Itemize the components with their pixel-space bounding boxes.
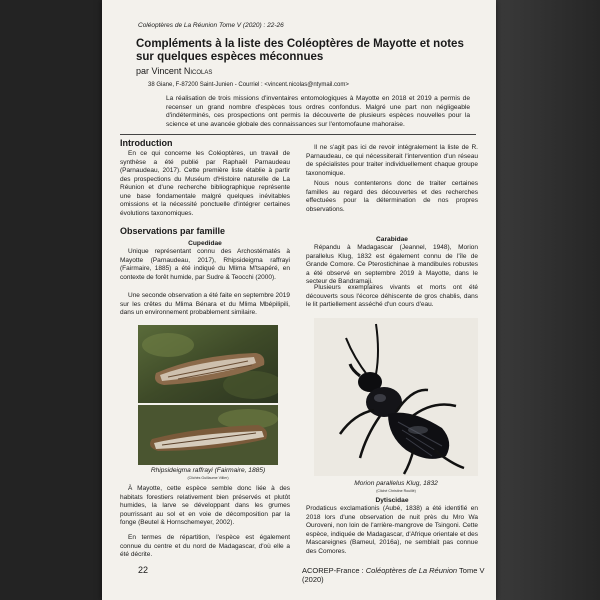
carabidae-photo-credit: (Cliché Christine Rouillé) (376, 489, 416, 493)
cupedidae-photo-top (138, 325, 278, 403)
cupedidae-photo-credit: (Clichés Guillaume Villier) (187, 476, 229, 480)
section-divider (120, 134, 476, 135)
scan-background-left (0, 0, 102, 600)
intro-right-paragraph-1: Il ne s'agit pas ici de revoir intégralement la liste de R. Parnaudeau, ce qui nécessiterait l'intervention d'un réseau de spécialistes pour traiter individuellement chaque groupe taxonomique. (306, 144, 478, 177)
footer-publisher: ACOREP-France : (302, 566, 366, 575)
running-head: Coléoptères de La Réunion Tome V (2020) : 22-26 (138, 22, 284, 29)
scan-background-right (496, 0, 600, 600)
author-address: 38 Giane, F-87200 Saint-Junien - Courriel : <vincent.nicolas@ntymail.com> (148, 82, 349, 88)
author-line (136, 66, 212, 76)
abstract: La réalisation de trois missions d'inventaires entomologiques à Mayotte en 2018 et 2019 a permis de recenser un grand nombre d'espèces tous ordres confondus. Malgré une part non négligeable d'indéterminés, ces prospections ont permis la découverte de plusieurs espèces nouvelles pour la science et une avancée globale des connaissances sur l'entomofaune mahoraise. (166, 95, 470, 128)
dytiscidae-heading: Dytiscidae (375, 497, 409, 504)
cupedidae-paragraph-4: En termes de répartition, l'espèce est également connue du centre et du nord de Madagascar, d'où elle a été décrite. (120, 534, 290, 558)
author-surname: Nicolas (183, 66, 213, 76)
page-number: 22 (138, 565, 149, 575)
cupedidae-paragraph-3: À Mayotte, cette espèce semble donc liée à des habitats forestiers relativement bien préservés et plutôt humides, la larve se développant dans les grumes pourrissant au sol et en voie de décomposition par la fonge (Beutel & Hornschemeyer, 2002). (120, 485, 290, 526)
cupedidae-paragraph-2: Une seconde observation a été faite en septembre 2019 sur les crêtes du Mlima Bénara et du Mlima Mbépilipili, dans un environnement probablement similaire. (120, 292, 290, 316)
article-title: Compléments à la liste des Coléoptères de Mayotte et notes sur quelques espèces méconnues (136, 38, 464, 63)
carabidae-photo-caption: Morion parallelus Klug, 1832 (354, 480, 438, 487)
intro-heading: Introduction (120, 138, 173, 148)
cupedidae-photo-caption: Rhipsideigma raffrayi (Fairmaire, 1885) (150, 467, 266, 474)
cupedidae-heading: Cupedidae (188, 240, 222, 247)
carabidae-photo (314, 318, 478, 476)
document-page (102, 0, 496, 600)
footer-journal: Coléoptères de La Réunion (365, 566, 458, 575)
dytiscidae-paragraph-1: Prodaticus exclamationis (Aubé, 1838) a été identifié en 2018 lors d'une observation de nuit près du Mro Wa Ouroveni, non loin de l'arrière-mangrove de Tsingoni. Cette espèce, indiquée de Madagascar, d'Afrique orientale et des Mascareignes (Bameul, 2016a), ne semblait pas connue des Comores. (306, 505, 478, 555)
carabidae-paragraph-2: Plusieurs exemplaires vivants et morts ont été découverts sous l'écorce déhiscente de gros chablis, dans le lit partiellement asséché d'un cours d'eau. (306, 284, 478, 308)
cupedidae-photo-bottom (138, 405, 278, 465)
footer-volume: Tome V (2020) (302, 566, 485, 584)
author-prefix: par Vincent (136, 66, 184, 76)
carabidae-heading: Carabidae (376, 236, 408, 243)
footer-citation (302, 566, 496, 584)
intro-left-paragraph: En ce qui concerne les Coléoptères, un travail de synthèse a été publié par Raphaël Parnaudeau (Parnaudeau, 2017). Cette première liste établie à partir des prospections du Muséum d'Histoire naturelle de La Réunion et d'une recherche bibliographique représente une base fondamentale malgré quelques inévitables omissions et la nécessité ponctuelle d'intégrer certaines évolutions taxonomiques. (120, 150, 290, 217)
carabidae-paragraph-1: Répandu à Madagascar (Jeannel, 1948), Morion parallelus Klug, 1832 est également connu de l'île de Grande Comore. Ce Pterostichinae à mandibules robustes a été observé en septembre 2019 à Mayotte, dans le secteur de Bandramaji. (306, 244, 478, 285)
intro-right-paragraph-2: Nous nous contenterons donc de traiter certaines familles au regard des découvertes et des recherches effectuées pour la détermination de nos propres observations. (306, 180, 478, 213)
observations-heading: Observations par famille (120, 226, 226, 236)
cupedidae-paragraph-1: Unique représentant connu des Archostématés à Mayotte (Parnaudeau, 2017), Rhipsideigma raffrayi (Fairmaire, 1885) a été indiqué du Mlima M'tsapéré, en contexte de forêt humide, par Sudre & Teocchi (2000). (120, 248, 290, 281)
